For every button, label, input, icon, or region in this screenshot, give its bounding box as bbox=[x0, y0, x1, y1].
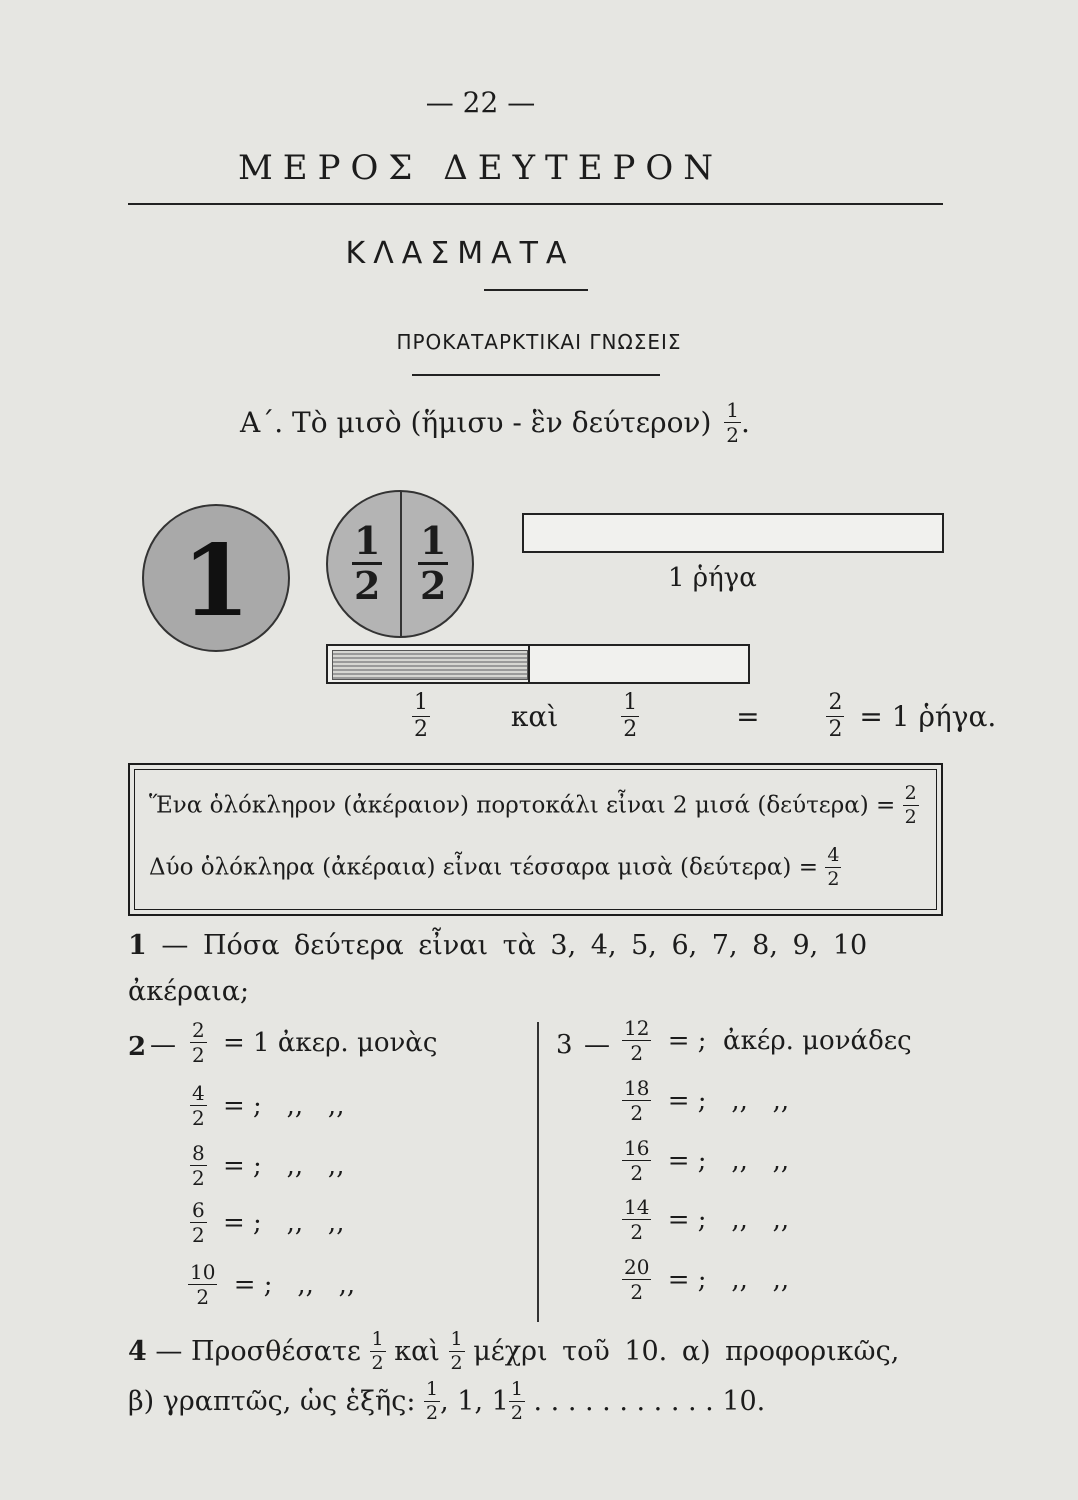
ex2-row4-den: 2 bbox=[192, 1223, 205, 1247]
ex2-row1-rest: = 1 ἀκερ. μονὰς bbox=[223, 1027, 438, 1058]
ex3-row4-frac bbox=[622, 1197, 651, 1242]
ex2-row4-frac bbox=[190, 1200, 207, 1245]
exercise-4-frac-1 bbox=[370, 1330, 386, 1373]
chapter-rule bbox=[484, 289, 588, 291]
box-line-2 bbox=[149, 846, 841, 889]
exercise-2-number: 2 bbox=[128, 1032, 147, 1062]
whole-circle-label: 1 bbox=[181, 524, 251, 639]
ex3-row1-num: 12 bbox=[624, 1016, 650, 1040]
exercise-3-dash: — bbox=[584, 1030, 610, 1060]
page-number: — 22 — bbox=[425, 86, 536, 119]
exercise-4-line-2 bbox=[128, 1380, 765, 1423]
ex3-row4-num: 14 bbox=[624, 1195, 650, 1219]
box-line-1-frac bbox=[903, 784, 919, 827]
ex2-row2-frac bbox=[190, 1083, 207, 1128]
ex2-row1-num: 2 bbox=[192, 1018, 205, 1042]
eq-frac-c-num: 2 bbox=[828, 690, 843, 715]
ex2-row1-den: 2 bbox=[192, 1043, 205, 1067]
exercise-3-row bbox=[622, 1257, 789, 1302]
subsection-tail: . bbox=[741, 406, 750, 439]
ex3-row3-num: 16 bbox=[624, 1136, 650, 1160]
ex3-row3-frac bbox=[622, 1138, 651, 1183]
exercise-4-c: μέχρι τοῦ 10. α) προφορικῶς, bbox=[473, 1336, 900, 1367]
half-left bbox=[352, 518, 382, 608]
ex2-row2-den: 2 bbox=[192, 1106, 205, 1130]
ex4-s2-den: 2 bbox=[510, 1402, 523, 1424]
ex2-row3-den: 2 bbox=[192, 1166, 205, 1190]
circle-divider bbox=[400, 492, 402, 636]
exercise-1-text: — Πόσα δεύτερα εἶναι τὰ 3, 4, 5, 6, 7, 8, 9, 10 bbox=[161, 930, 868, 961]
ex3-row2-num: 18 bbox=[624, 1076, 650, 1100]
eq-frac-b bbox=[621, 692, 639, 741]
exercise-column-divider bbox=[537, 1022, 539, 1322]
part-title: ΜΕΡΟΣ ΔΕΥΤΕΡΟΝ bbox=[237, 148, 724, 188]
exercise-1-number: 1 bbox=[128, 930, 147, 961]
exercise-3-row bbox=[622, 1018, 912, 1063]
exercise-3-row bbox=[622, 1078, 789, 1123]
exercise-4-b: καὶ bbox=[394, 1336, 440, 1367]
subsection-label: Α΄. Τὸ μισὸ (ἥμισυ - ἓν δεύτερον) bbox=[240, 406, 712, 439]
ex2-row3-frac bbox=[190, 1143, 207, 1188]
ex3-row4-den: 2 bbox=[630, 1220, 644, 1244]
eq-equals-2: = 1 ῥήγα. bbox=[859, 700, 997, 733]
box-line-1-text: Ἕνα ὁλόκληρον (ἀκέραιον) πορτοκάλι εἶναι 2 μισά (δεύτερα) = bbox=[149, 792, 896, 819]
exercise-3-row bbox=[622, 1138, 789, 1183]
ex4-s1-num: 1 bbox=[426, 1378, 439, 1400]
section-rule bbox=[412, 374, 660, 376]
ex2-row5-den: 2 bbox=[196, 1285, 210, 1309]
exercise-2-row bbox=[190, 1083, 344, 1128]
subsection-frac-den: 2 bbox=[726, 423, 740, 447]
exercise-4-line2-b: , 1, 1 bbox=[440, 1386, 509, 1417]
ex3-row2-frac bbox=[622, 1078, 651, 1123]
whole-bar bbox=[522, 513, 944, 553]
box-line-1 bbox=[149, 784, 919, 827]
ex2-row5-rest: = ; ,, ,, bbox=[233, 1269, 356, 1300]
ex3-row1-frac bbox=[622, 1018, 651, 1063]
exercise-4-number: 4 bbox=[128, 1336, 147, 1367]
half-bar bbox=[326, 644, 750, 684]
eq-frac-b-num: 1 bbox=[623, 690, 638, 715]
half-left-den: 2 bbox=[354, 563, 381, 608]
definition-box bbox=[128, 763, 943, 916]
ex4-s1-den: 2 bbox=[426, 1402, 439, 1424]
section-title: ΠΡΟΚΑΤΑΡΚΤΙΚΑΙ ΓΝΩΣΕΙΣ bbox=[396, 330, 682, 354]
ex2-row2-num: 4 bbox=[192, 1081, 205, 1105]
exercise-1-continuation: ἀκέραια; bbox=[128, 976, 250, 1007]
ex3-row3-rest: = ; ,, ,, bbox=[667, 1145, 790, 1176]
halved-orange-circle bbox=[326, 490, 474, 638]
eq-and: καὶ bbox=[510, 700, 559, 733]
box-line-2-den: 2 bbox=[827, 868, 840, 890]
exercise-2-row bbox=[190, 1020, 437, 1065]
ex2-row2-rest: = ; ,, ,, bbox=[223, 1090, 345, 1121]
ex4-f1-den: 2 bbox=[371, 1352, 384, 1374]
eq-frac-c bbox=[826, 692, 844, 741]
ex2-row5-frac bbox=[188, 1262, 217, 1307]
eq-equals-1: = bbox=[736, 700, 760, 733]
ex3-row2-den: 2 bbox=[630, 1101, 644, 1125]
ex4-s2-num: 1 bbox=[510, 1378, 523, 1400]
ex4-f1-num: 1 bbox=[371, 1328, 384, 1350]
chapter-title: ΚΛΑΣΜΑΤΑ bbox=[345, 236, 575, 271]
ex2-row1-frac bbox=[190, 1020, 207, 1065]
exercise-4-line-1 bbox=[128, 1330, 899, 1373]
part-rule bbox=[128, 203, 943, 205]
eq-frac-a bbox=[412, 692, 430, 741]
ex3-row5-num: 20 bbox=[624, 1255, 650, 1279]
box-line-1-den: 2 bbox=[904, 806, 917, 828]
whole-orange-circle bbox=[142, 504, 290, 652]
exercise-2-dash: — bbox=[150, 1030, 176, 1060]
ex3-row2-rest: = ; ,, ,, bbox=[667, 1085, 790, 1116]
half-right-den: 2 bbox=[420, 563, 447, 608]
half-right-num: 1 bbox=[420, 518, 447, 563]
box-line-1-num: 2 bbox=[904, 782, 917, 804]
eq-frac-b-den: 2 bbox=[623, 717, 638, 742]
subsection-heading bbox=[240, 400, 750, 445]
ex4-f2-num: 1 bbox=[450, 1328, 463, 1350]
exercise-4-frac-2 bbox=[449, 1330, 465, 1373]
half-right bbox=[418, 518, 448, 608]
ex3-row5-den: 2 bbox=[630, 1280, 644, 1304]
box-line-2-text: Δύο ὁλόκληρα (ἀκέραια) εἶναι τέσσαρα μισὰ (δεύτερα) = bbox=[149, 854, 818, 881]
exercise-2-row bbox=[190, 1200, 344, 1245]
half-left-num: 1 bbox=[354, 518, 381, 563]
exercise-1 bbox=[128, 930, 867, 961]
exercise-3-row bbox=[622, 1197, 789, 1242]
exercise-4-line2-a: β) γραπτῶς, ὡς ἑξῆς: bbox=[128, 1386, 416, 1417]
ex3-row5-rest: = ; ,, ,, bbox=[667, 1264, 790, 1295]
ex4-f2-den: 2 bbox=[450, 1352, 463, 1374]
exercise-2-row bbox=[188, 1262, 355, 1307]
ex3-row3-den: 2 bbox=[630, 1161, 644, 1185]
subsection-fraction bbox=[724, 400, 741, 445]
definition-box-inner bbox=[134, 769, 937, 910]
ex2-row3-rest: = ; ,, ,, bbox=[223, 1150, 345, 1181]
exercise-2-row bbox=[190, 1143, 344, 1188]
exercise-3-number: 3 bbox=[556, 1030, 573, 1060]
box-line-2-frac bbox=[825, 846, 841, 889]
exercise-4-seq-frac-1 bbox=[424, 1380, 440, 1423]
ex2-row3-num: 8 bbox=[192, 1141, 205, 1165]
ex2-row5-num: 10 bbox=[190, 1260, 216, 1284]
eq-frac-c-den: 2 bbox=[828, 717, 843, 742]
ex3-row4-rest: = ; ,, ,, bbox=[667, 1204, 790, 1235]
ex3-row1-rest: = ; ἀκέρ. μονάδες bbox=[667, 1025, 912, 1056]
ex2-row4-rest: = ; ,, ,, bbox=[223, 1207, 345, 1238]
eq-frac-a-den: 2 bbox=[414, 717, 428, 742]
bar-equation bbox=[412, 692, 996, 741]
subsection-frac-num: 1 bbox=[726, 398, 740, 422]
exercise-4-a: — Προσθέσατε bbox=[155, 1336, 361, 1367]
half-bar-divider bbox=[528, 646, 530, 682]
exercise-4-line2-c: . . . . . . . . . . . 10. bbox=[533, 1386, 766, 1417]
ex2-row4-num: 6 bbox=[192, 1198, 205, 1222]
eq-frac-a-num: 1 bbox=[414, 690, 428, 715]
ex3-row5-frac bbox=[622, 1257, 651, 1302]
exercise-4-seq-frac-2 bbox=[509, 1380, 525, 1423]
ex3-row1-den: 2 bbox=[630, 1041, 644, 1065]
box-line-2-num: 4 bbox=[827, 844, 840, 866]
whole-bar-label: 1 ῥήγα bbox=[668, 563, 757, 593]
half-bar-shaded bbox=[332, 650, 528, 680]
